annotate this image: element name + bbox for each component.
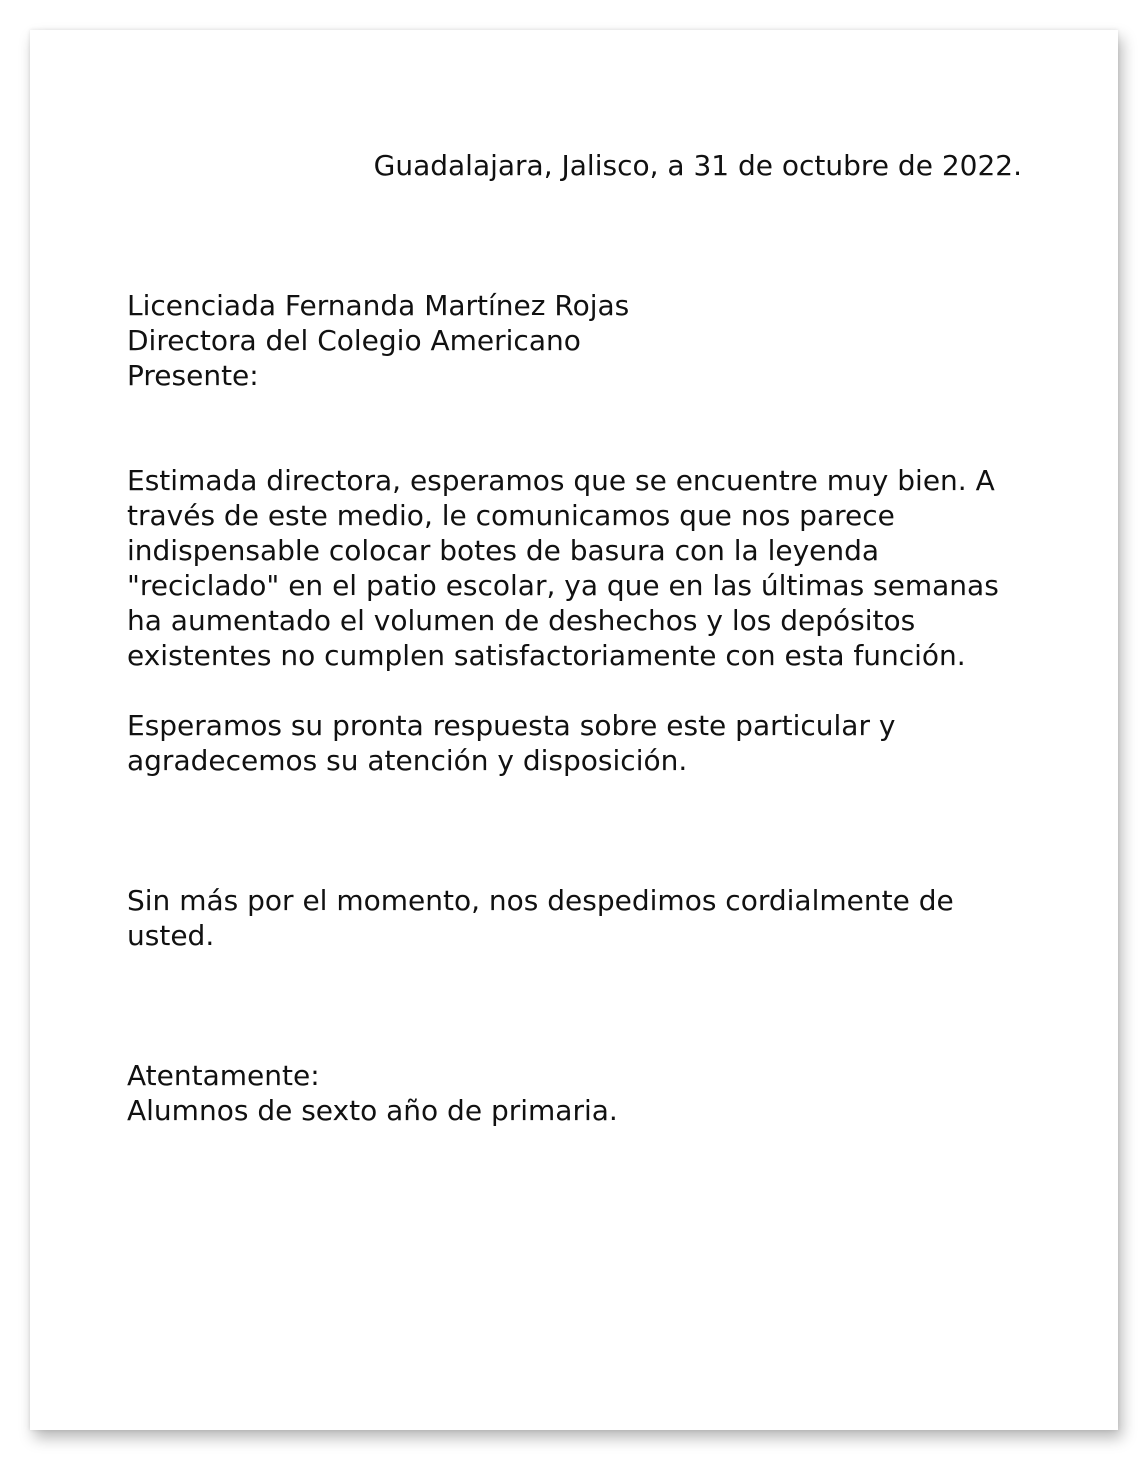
letter-page — [30, 30, 1118, 1430]
recipient-name: Licenciada Fernanda Martínez Rojas — [127, 289, 630, 322]
letter-closing: Sin más por el momento, nos despedimos cordialmente de usted. — [127, 884, 954, 952]
letter-date: Guadalajara, Jalisco, a 31 de octubre de 2022. — [373, 149, 1022, 182]
letter-body — [127, 463, 1032, 813]
signature-salutation: Atentamente: — [127, 1059, 320, 1092]
recipient-block — [127, 288, 629, 393]
signature-block — [127, 1058, 618, 1128]
recipient-presente: Presente: — [127, 359, 259, 392]
body-paragraph: Esperamos su pronta respuesta sobre este particular y agradecemos su atención y disposición. — [127, 709, 896, 777]
body-paragraph: Estimada directora, esperamos que se encuentre muy bien. A través de este medio, le comunicamos que nos parece indispensable colocar botes de basura con la leyenda "reciclado" en el patio escolar, ya que en las últimas semanas ha aumentado el volumen de deshechos y los depósitos existentes no cumplen satisfactoriamente con esta función. — [127, 464, 999, 672]
signature-sender: Alumnos de sexto año de primaria. — [127, 1094, 618, 1127]
recipient-title: Directora del Colegio Americano — [127, 324, 581, 357]
